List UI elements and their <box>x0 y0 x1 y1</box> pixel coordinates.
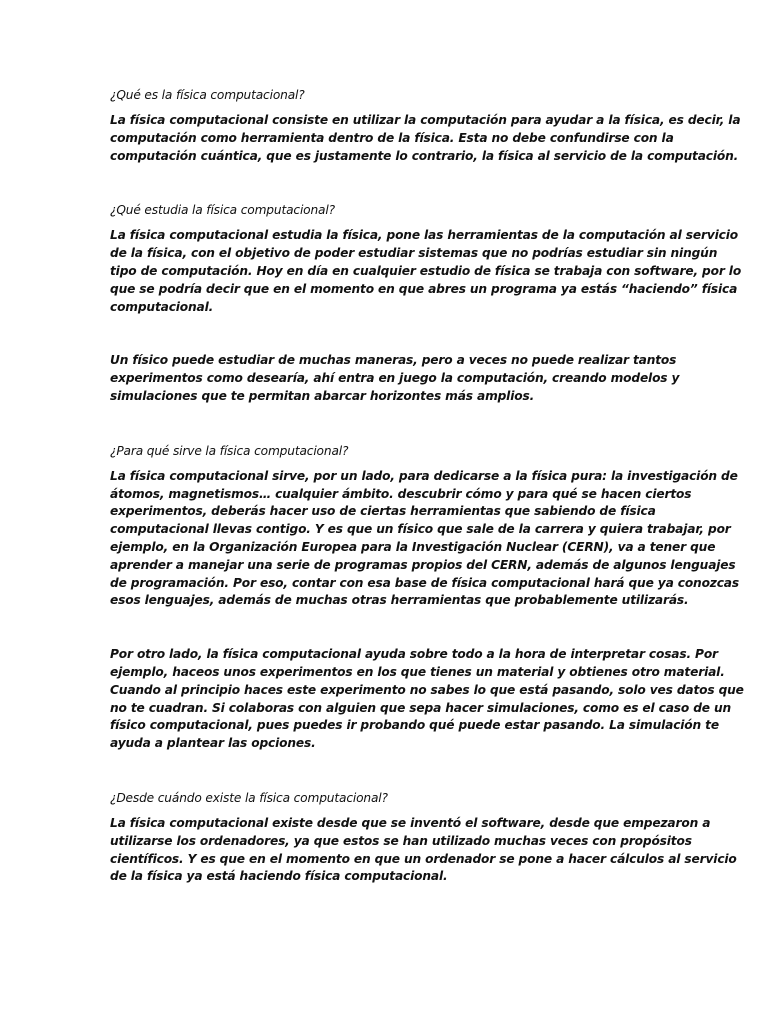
spacer <box>110 316 660 352</box>
text-line: ayuda a plantear las opciones. <box>110 736 316 751</box>
text-line: computacional llevas contigo. Y es que un físico que sale de la carrera y quiera trabajar, por <box>110 522 731 537</box>
text-line: aprender a manejar una serie de programas propios del CERN, además de algunos lenguajes <box>110 557 736 572</box>
text-line: ejemplo, en la Organización Europea para la Investigación Nuclear (CERN), va a tener que <box>110 539 716 554</box>
section-what-studies <box>110 201 742 405</box>
text-line: Por otro lado, la física computacional ayuda sobre todo a la hora de interpretar cosas. Por <box>110 647 718 662</box>
section-what-for <box>110 442 744 753</box>
text-line: La física computacional estudia la física, pone las herramientas de la computación al servicio <box>110 228 738 243</box>
text-line: Un físico puede estudiar de muchas maneras, pero a veces no puede realizar tantos <box>110 353 677 368</box>
text-line: ejemplo, haceos unos experimentos en los que tienes un material y obtienes otro material. <box>110 664 725 679</box>
spacer <box>110 165 660 201</box>
text-line: La física computacional sirve, por un lado, para dedicarse a la física pura: la investigación de <box>110 468 738 483</box>
section-heading: ¿Para qué sirve la física computacional? <box>110 443 349 458</box>
text-line: científicos. Y es que en el momento en que un ordenador se pone a hacer cálculos al servicio <box>110 851 737 866</box>
text-line: átomos, magnetismos… cualquier ámbito. descubrir cómo y para qué se hacen ciertos <box>110 486 692 501</box>
section-since-when <box>110 789 737 886</box>
section-heading: ¿Qué es la física computacional? <box>110 88 305 102</box>
text-line: físico computacional, pues puedes ir probando qué puede estar pasando. La simulación te <box>110 718 719 733</box>
text-line: experimentos como desearía, ahí entra en juego la computación, creando modelos y <box>110 371 680 386</box>
text-line: simulaciones que te permitan abarcar horizontes más amplios. <box>110 388 535 403</box>
text-line: La física computacional consiste en utilizar la computación para ayudar a la física, es decir, la <box>110 113 741 127</box>
text-line: tipo de computación. Hoy en día en cualquier estudio de física se trabaja con software, por lo <box>110 263 742 278</box>
text-line: no te cuadran. Si colaboras con alguien que sepa hacer simulaciones, como es el caso de un <box>110 700 732 715</box>
spacer <box>110 406 660 442</box>
paragraph <box>110 815 737 886</box>
paragraph <box>110 112 741 165</box>
paragraph <box>110 352 680 405</box>
text-line: experimentos, deberás hacer uso de ciertas herramientas que sabiendo de física <box>110 504 656 519</box>
text-line: de la física ya está haciendo física computacional. <box>110 869 448 884</box>
paragraph <box>110 468 739 610</box>
text-line: esos lenguajes, además de muchas otras herramientas que probablemente utilizarás. <box>110 593 689 608</box>
text-line: utilizarse los ordenadores, ya que estos se han utilizado muchas veces con propósitos <box>110 833 692 848</box>
spacer <box>110 610 660 646</box>
text-line: que se podría decir que en el momento en que abres un programa ya estás “haciendo” física <box>110 281 738 296</box>
text-line: computacional. <box>110 299 214 314</box>
text-line: computación como herramienta dentro de la física. Esta no debe confundirse con la <box>110 130 674 145</box>
text-line: de programación. Por eso, contar con esa base de física computacional hará que ya conozcas <box>110 575 739 590</box>
document-body <box>110 86 744 886</box>
text-line: Cuando al principio haces este experimento no sabes lo que está pasando, solo ves datos que <box>110 682 744 697</box>
text-line: La física computacional existe desde que se inventó el software, desde que empezaron a <box>110 815 711 830</box>
text-line: de la física, con el objetivo de poder estudiar sistemas que no podrías estudiar sin ningún <box>110 246 718 261</box>
section-heading: ¿Desde cuándo existe la física computacional? <box>110 790 388 805</box>
paragraph <box>110 646 744 753</box>
paragraph <box>110 227 742 316</box>
spacer <box>110 753 660 789</box>
text-line: computación cuántica, que es justamente lo contrario, la física al servicio de la computación. <box>110 148 739 163</box>
section-heading: ¿Qué estudia la física computacional? <box>110 203 335 218</box>
section-what-is <box>110 86 741 165</box>
